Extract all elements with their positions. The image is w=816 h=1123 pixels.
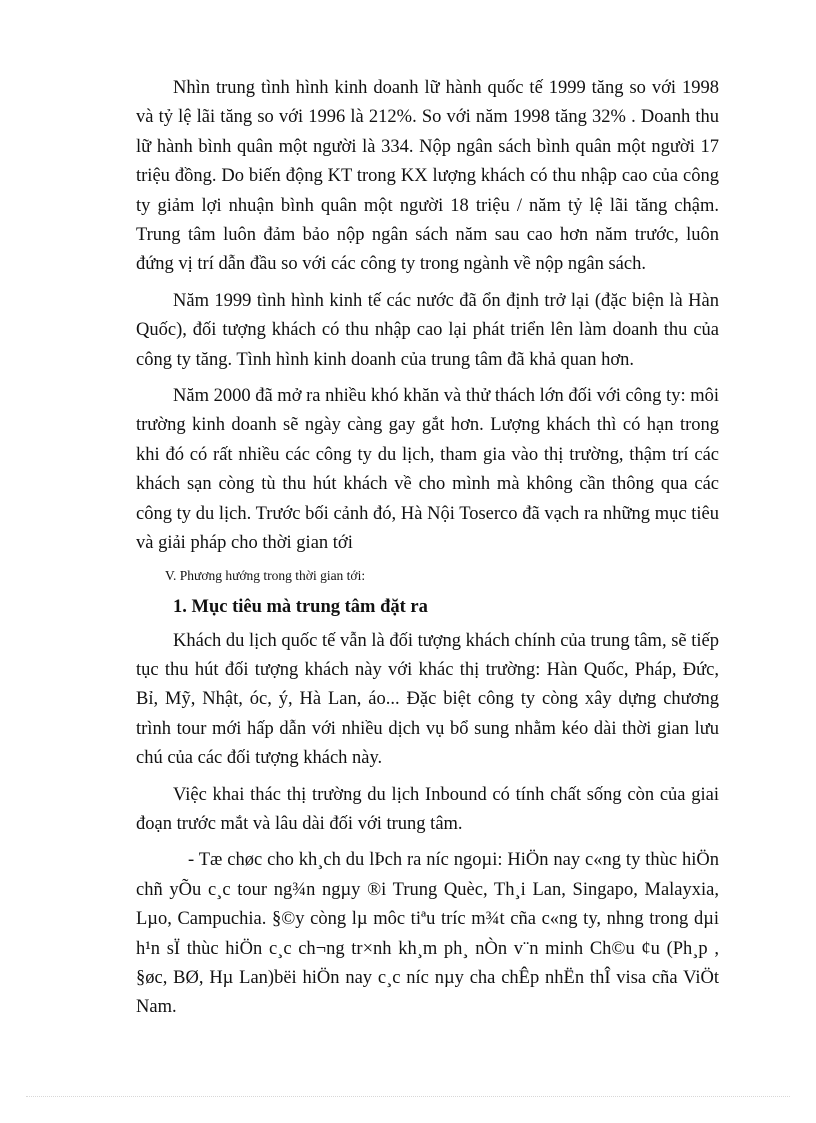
footer-divider: [26, 1096, 790, 1097]
paragraph-inbound-market: Việc khai thác thị trường du lịch Inbound có tính chất sống còn của giai đoạn trước mắt và lâu dài đối với trung tâm.: [136, 784, 719, 834]
paragraph-international-tourists: Khách du lịch quốc tế vẫn là đối tượng khách chính của trung tâm, sẽ tiếp tục thu hút đối tượng khách này với khác thị trường: Hàn Quốc, Pháp, Đức, Bỉ, Mỹ, Nhật, óc, ý, Hà Lan, áo... Đặc biệt công ty còng xây dựng chương trình tour mới hấp dẫn với nhiều dịch vụ bổ sung nhằm kéo dài thời gian lưu chú của các đối tượng khách này.: [136, 630, 719, 769]
paragraph-business-overview: Nhìn trung tình hình kinh doanh lữ hành quốc tế 1999 tăng so với 1998 và tỷ lệ lãi tăng so với 1996 là 212%. So với năm 1998 tăng 32% . Doanh thu lữ hành bình quân một người là 334. Nộp ngân sách bình quân một người 17 triệu đồng. Do biến động KT trong KX lượng khách có thu nhập cao của công ty giảm lợi nhuận bình quân một người 18 triệu / năm tỷ lệ lãi tăng chậm. Trung tâm luôn đảm bảo nộp ngân sách năm sau cao hơn năm trước, luôn đứng vị trí dẫn đầu so với các công ty trong ngành về nộp ngân sách.: [136, 78, 719, 275]
section-heading: V. Phương hướng trong thời gian tới:: [165, 567, 366, 583]
paragraph-2000-challenges: Năm 2000 đã mở ra nhiều khó khăn và thử thách lớn đối với công ty: môi trường kinh doanh sẽ ngày càng gay gắt hơn. Lượng khách thì có hạn trong khi đó có rất nhiều các công ty du lịch, tham gia vào thị trường, thậm trí các khách sạn còng tù thu hút khách về cho mình mà không cần thông qua các công ty du lịch. Trước bối cảnh đó, Hà Nội Toserco đã vạch ra những mục tiêu và giải pháp cho thời gian tới: [136, 386, 719, 554]
paragraph-1999-recovery: Năm 1999 tình hình kinh tế các nước đã ổn định trở lại (đặc biện là Hàn Quốc), đối tượng khách có thu nhập cao lại phát triển lên làm doanh thu của công ty tăng. Tình hình kinh doanh của trung tâm đã khả quan hơn.: [136, 290, 719, 370]
paragraph-outbound-tours: - Tæ chøc cho kh¸ch du lÞch ra níc ngoµi: HiÖn nay c«ng ty thùc hiÖn chñ yÕu c¸c tour ng¾n ngµy ®i Trung Quèc, Th¸i Lan, Singapo, Malayxia, Lµo, Campuchia. §©y còng lµ môc tiªu tríc m¾t cña c«ng ty, nhng trong dµi h¹n sÏ thùc hiÖn c¸c ch¬ng tr×nh kh¸m ph¸ nÒn v¨n minh Ch©u ¢u (Ph¸p , §øc, BØ, Hµ Lan)bëi hiÖn nay c¸c níc nµy cha chÊp nhËn thÎ visa cña ViÖt Nam.: [136, 850, 719, 1018]
page-body: [136, 74, 719, 1030]
sub-heading: 1. Mục tiêu mà trung tâm đặt ra: [173, 596, 428, 617]
